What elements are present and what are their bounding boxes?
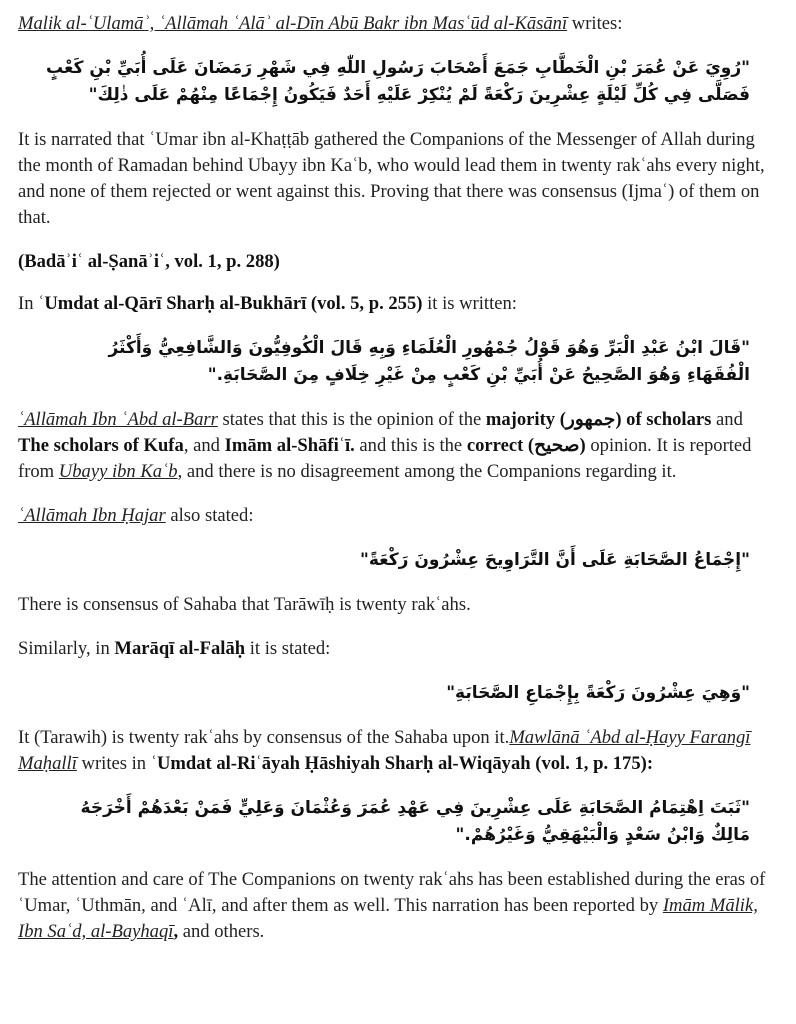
reference-badai: (Badāʾiʿ al-Ṣanāʾiʿ, vol. 1, p. 288) bbox=[18, 251, 280, 272]
intro-ibn-hajar bbox=[18, 503, 778, 529]
emphasis-correct: correct (صحيح) bbox=[466, 435, 586, 456]
translation-umdat-qari bbox=[18, 407, 778, 485]
text: and bbox=[711, 409, 743, 430]
intro-text: Similarly, in bbox=[18, 638, 115, 659]
text: It (Tarawih) is twenty rakʿahs by consensus of the Sahaba upon it. bbox=[18, 727, 510, 748]
text: states that this is the opinion of the bbox=[217, 409, 486, 430]
author-ibn-hajar-link[interactable]: ʿAllāmah Ibn Ḥajar bbox=[18, 505, 166, 526]
author-ibn-abd-al-barr-link[interactable]: ʿAllāmah Ibn ʿAbd al-Barr bbox=[18, 409, 218, 430]
text: The attention and care of The Companions on twenty rakʿahs has been established during the eras of ʿUmar, ʿUthmān, and ʿAlī, and after them as well. This narration has been reported by bbox=[18, 869, 766, 916]
intro-text: In ʿ bbox=[18, 293, 45, 314]
intro-maraqi bbox=[18, 636, 778, 662]
intro-text: writes: bbox=[567, 13, 623, 34]
narrators-link[interactable]: Imām Mālik, Ibn Saʿd, al-Bayhaqī bbox=[18, 895, 758, 942]
source-umdat-qari: Umdat al-Qārī Sharḥ al-Bukhārī (vol. 5, p. 255) bbox=[44, 293, 423, 314]
text: and others. bbox=[178, 921, 265, 942]
emphasis-majority: majority (جمهور) of scholars bbox=[485, 409, 712, 430]
text: , and there is no disagreement among the Companions regarding it. bbox=[177, 461, 677, 482]
arabic-quote-ibn-hajar: "إِجْمَاعُ الصَّحَابَةِ عَلَى أَنَّ التَّرَاوِيحَ عِشْرُونَ رَكْعَةً" bbox=[360, 550, 750, 570]
author-abd-al-hayy-link[interactable]: Mawlānā ʿAbd al-Ḥayy Farangī Maḥallī bbox=[18, 727, 751, 774]
translation-ibn-hajar: There is consensus of Sahaba that Tarāwīḥ is twenty rakʿahs. bbox=[18, 594, 471, 615]
intro-text: also stated: bbox=[165, 505, 254, 526]
translation-maraqi bbox=[18, 725, 778, 777]
emphasis-kufa: The scholars of Kufa bbox=[18, 435, 184, 456]
text: and this is the bbox=[354, 435, 467, 456]
intro-umdat-qari bbox=[18, 291, 778, 317]
arabic-quote-badai: "رُوِيَ عَنْ عُمَرَ بْنِ الْخَطَّابِ جَمَعَ أَصْحَابَ رَسُولِ اللّٰهِ فِي شَهْرِ رَمَضَانَ عَلَى أُبَيِّ بْنِ كَعْبٍ فَصَلَّى فِي كُلِّ لَيْلَةٍ عِشْرِينَ رَكْعَةً لَمْ يُنْكِرْ عَلَيْهِ أَحَدٌ فَيَكُونُ إِجْمَاعًا مِنْهُمْ عَلَى ذٰلِكَ" bbox=[46, 58, 750, 105]
source-maraqi: Marāqī al-Falāḥ bbox=[114, 638, 246, 659]
text: opinion. It is reported from bbox=[18, 435, 752, 482]
intro-text: it is written: bbox=[422, 293, 517, 314]
emphasis-shafii: Imām al-Shāfiʿī. bbox=[224, 435, 355, 456]
author-kasani-link[interactable]: Malik al-ʿUlamāʾ, ʿAllāmah ʿAlāʾ al-Dīn Abū Bakr ibn Masʿūd al-Kāsānī bbox=[18, 13, 568, 34]
translation-umdat-riayah bbox=[18, 867, 778, 945]
text: writes in ʿ bbox=[76, 753, 157, 774]
arabic-quote-maraqi: "وَهِيَ عِشْرُونَ رَكْعَةً بِإِجْمَاعِ الصَّحَابَةِ" bbox=[446, 683, 750, 703]
intro-text: it is stated: bbox=[245, 638, 331, 659]
text: , bbox=[173, 921, 179, 942]
intro-kasani bbox=[18, 11, 778, 37]
translation-badai: It is narrated that ʿUmar ibn al-Khaṭṭāb gathered the Companions of the Messenger of Allah during the month of Ramadan behind Ubayy ibn Kaʿb, who would lead them in twenty rakʿahs every night, and none of them rejected or went against this. Proving that there was consensus (Ijmaʿ) of them on that. bbox=[18, 129, 765, 228]
source-umdat-al-riayah: Umdat al-Riʿāyah Ḥāshiyah Sharḥ al-Wiqāyah (vol. 1, p. 175): bbox=[156, 753, 654, 774]
arabic-quote-umdat-qari: "قَالَ ابْنُ عَبْدِ الْبَرِّ وَهُوَ قَوْلُ جُمْهُورِ الْعُلَمَاءِ وَبِهِ قَالَ الْكُوفِيُّونَ وَالشَّافِعِيُّ وَأَكْثَرُ الْفُقَهَاءِ وَهُوَ الصَّحِيحُ عَنْ أُبَيِّ بْنِ كَعْبٍ مِنْ غَيْرِ خِلَافٍ مِنَ الصَّحَابَةِ." bbox=[108, 338, 750, 385]
ubayy-ibn-kab-link[interactable]: Ubayy ibn Kaʿb bbox=[58, 461, 178, 482]
arabic-quote-umdat-riayah: "ثَبَتَ اِهْتِمَامُ الصَّحَابَةِ عَلَى عِشْرِينَ فِي عَهْدِ عُمَرَ وَعُثْمَانَ وَعَلِيٍّ فَمَنْ بَعْدَهُمْ أَخْرَجَهُ مَالِكٌ وَابْنُ سَعْدٍ وَالْبَيْهَقِيُّ وَغَيْرُهُمْ." bbox=[80, 798, 750, 845]
text: , and bbox=[183, 435, 225, 456]
